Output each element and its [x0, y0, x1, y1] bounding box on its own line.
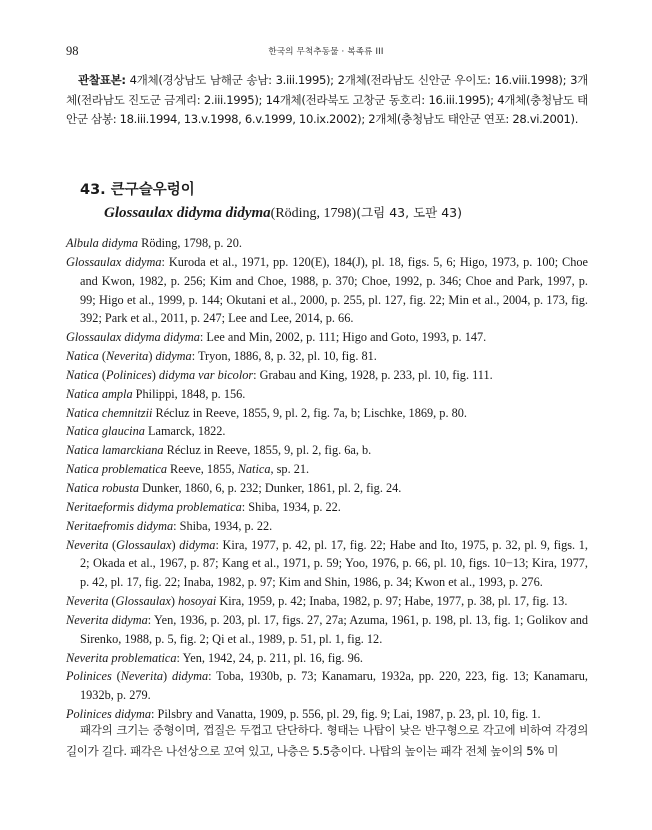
description-paragraph: 패각의 크기는 중형이며, 껍질은 두껍고 단단하다. 형태는 나탑이 낮은 반구형으로 각고에 비하여 각경의 길이가 길다. 패각은 나선상으로 꼬여 있고, 나층은 5.5층이다. 나탑의 높이는 패각 전체 높이의 5% 미 — [66, 723, 588, 758]
taxon-name: Neverita — [120, 669, 164, 684]
taxon-name: Natica chemnitzii — [66, 405, 153, 420]
synonym-entry — [66, 611, 588, 649]
taxon-name: Polinices didyma — [66, 707, 152, 722]
citation-text: : Yen, 1936, p. 203, pl. 17, figs. 27, 27a; Azuma, 1961, p. 198, pl. 13, fig. 1; Golikov and Sirenko, 1988, p. 5, fig. 2; Qi et al., 1989, p. 51, pl. 1, fig. 12. — [80, 612, 588, 646]
synonym-entry — [66, 667, 588, 705]
taxon-name: Neverita problematica — [66, 650, 177, 665]
synonym-entry — [66, 422, 588, 441]
page-header — [66, 44, 586, 60]
scientific-name: Glossaulax didyma didyma — [104, 205, 271, 221]
citation-text: Philippi, 1848, p. 156. — [132, 386, 246, 401]
citation-text: ( — [111, 669, 121, 684]
taxon-name: Glossaulax — [115, 594, 171, 609]
taxon-name: Neverita — [66, 594, 109, 609]
citation-text: Lamarck, 1822. — [144, 424, 226, 439]
taxon-name: Polinices — [105, 367, 152, 382]
figure-reference: (그림 43, 도판 43) — [356, 205, 462, 220]
citation-text: Dunker, 1860, 6, p. 232; Dunker, 1861, pl. 2, fig. 24. — [139, 480, 402, 495]
taxon-name: Neritaefromis didyma — [66, 518, 174, 533]
synonym-entry — [66, 328, 588, 347]
synonym-entry — [66, 536, 588, 593]
taxon-name: Natica lamarckiana — [66, 443, 164, 458]
citation-text: Récluz in Reeve, 1855, 9, pl. 2, fig. 7a, b; Lischke, 1869, p. 80. — [152, 405, 467, 420]
citation-text: : Toba, 1930b, p. 73; Kanamaru, 1932a, pp. 220, 223, fig. 13; Kanamaru, 1932b, p. 279. — [80, 669, 589, 703]
species-authority: (Röding, 1798) — [270, 206, 357, 221]
taxon-name: Neverita — [105, 349, 149, 364]
taxon-name: Neritaeformis didyma problematica — [66, 499, 242, 514]
citation-text: , sp. 21. — [270, 462, 310, 477]
synonym-entry — [66, 366, 588, 385]
species-heading — [80, 180, 580, 225]
taxon-name: Polinices — [66, 669, 112, 684]
taxon-name: Natica glaucina — [66, 424, 145, 439]
citation-text: : Kira, 1977, p. 42, pl. 17, fig. 22; Habe and Ito, 1975, p. 32, pl. 9, figs. 1, 2; Okada et al., 1967, p. 87; Kang et al., 1971, p. 59; Yoo, 1976, p. 66, pl. 10, figs. 10−13; Kira, 1977, p. 42, pl. 17, fig. 22; Inaba, 1982, p. 97; Kim and Shin, 1986, p. 34; Kwon et al., 1993, p. 276. — [80, 537, 589, 590]
species-name-line — [104, 202, 580, 225]
citation-text: ( — [108, 594, 116, 609]
citation-text: : Tryon, 1886, 8, p. 32, pl. 10, fig. 81. — [191, 349, 377, 364]
synonym-entry — [66, 234, 588, 253]
citation-text: Röding, 1798, p. 20. — [138, 236, 242, 250]
synonym-entry — [66, 498, 588, 517]
taxon-name: Glossaulax — [116, 537, 172, 552]
running-title: 한국의 무척추동물 · 복족류 III — [268, 47, 384, 57]
taxon-name: Natica problematica — [66, 462, 167, 477]
citation-text: : Shiba, 1934, p. 22. — [173, 518, 273, 533]
taxon-name: didyma — [155, 349, 192, 364]
citation-text: : Kuroda et al., 1971, pp. 120(E), 184(J), pl. 18, figs. 5, 6; Higo, 1973, p. 100; Choe and Kwon, 1982, p. 256; Kim and Choe, 1988, p. 370; Choe, 1992, p. 346; Choe and Park, 1997, p. 99; Higo et al., 1999, p. 144; Okutani et al., 2000, p. 255, pl. 127, fig. 22; Min et al., 2004, p. 173, fig. 392; Park et al., 2011, p. 247; Lee and Lee, 2014, p. 66. — [80, 254, 588, 326]
synonym-entry — [66, 441, 588, 460]
taxon-name: Natica robusta — [66, 480, 139, 495]
citation-text: : Grabau and King, 1928, p. 233, pl. 10, fig. 111. — [253, 367, 493, 382]
synonym-entry — [66, 347, 588, 366]
citation-text: : Yen, 1942, 24, p. 211, pl. 16, fig. 96. — [176, 650, 363, 665]
citation-text: : Lee and Min, 2002, p. 111; Higo and Goto, 1993, p. 147. — [199, 330, 487, 345]
citation-text: ) — [151, 367, 159, 382]
taxon-name: Glossaulax didyma didyma — [66, 330, 200, 345]
taxon-name: Natica ampla — [66, 386, 133, 401]
citation-text: ) — [170, 594, 179, 609]
examined-specimens — [66, 71, 588, 130]
synonymy-list — [66, 234, 588, 724]
synonym-entry — [66, 253, 588, 328]
synonym-entry — [66, 404, 588, 423]
species-number-title: 43. 큰구슬우렁이 — [80, 182, 195, 198]
citation-text: ) — [171, 537, 180, 552]
taxon-name: Neverita — [66, 537, 109, 552]
taxon-name: Glossaulax didyma — [66, 254, 162, 269]
citation-text: : Shiba, 1934, p. 22. — [241, 499, 341, 514]
examined-specimens-text: 4개체(경상남도 남해군 송남: 3.iii.1995); 2개체(전라남도 신안군 우이도: 16.viii.1998); 3개체(전라남도 진도군 금계리: 2.iii.1995); 14개체(전라북도 고창군 동호리: 16.iii.1995); 4개체(충청남도 태안군 삼봉: 18.iii.1994, 13.v.1998, 6.v.1999, 10.ix.2002); 2개체(충청남도 태안군 연포: 28.vi.2001). — [66, 73, 588, 127]
synonym-entry — [66, 592, 588, 611]
synonym-entry — [66, 517, 588, 536]
citation-text: Kira, 1959, p. 42; Inaba, 1982, p. 97; Habe, 1977, p. 38, pl. 17, fig. 13. — [216, 594, 568, 609]
citation-text: : Pilsbry and Vanatta, 1909, p. 556, pl. 29, fig. 9; Lai, 1987, p. 23, pl. 10, fig. 1. — [151, 707, 541, 722]
citation-text: ( — [98, 367, 106, 382]
taxon-name: didyma var bicolor — [158, 367, 254, 382]
citation-text: Reeve, 1855, — [166, 462, 238, 477]
taxon-name: Albula didyma — [66, 236, 139, 250]
taxon-name: Natica — [237, 462, 271, 477]
citation-text: ( — [98, 349, 106, 364]
taxon-name: Neverita didyma — [66, 612, 148, 627]
citation-text: ) — [163, 669, 172, 684]
taxon-name: Natica — [66, 349, 99, 364]
synonym-entry — [66, 460, 588, 479]
citation-text: ) — [148, 349, 156, 364]
taxon-name: Natica — [66, 367, 99, 382]
page-number: 98 — [66, 44, 79, 58]
citation-text: Récluz in Reeve, 1855, 9, pl. 2, fig. 6a, b. — [163, 443, 372, 458]
examined-specimens-label: 관찰표본: — [78, 73, 126, 87]
taxon-name: didyma — [179, 537, 216, 552]
synonym-entry — [66, 649, 588, 668]
taxon-name: didyma — [171, 669, 209, 684]
citation-text: ( — [108, 537, 117, 552]
synonym-entry — [66, 479, 588, 498]
taxon-name: hosoyai — [178, 594, 217, 609]
synonym-entry — [66, 385, 588, 404]
